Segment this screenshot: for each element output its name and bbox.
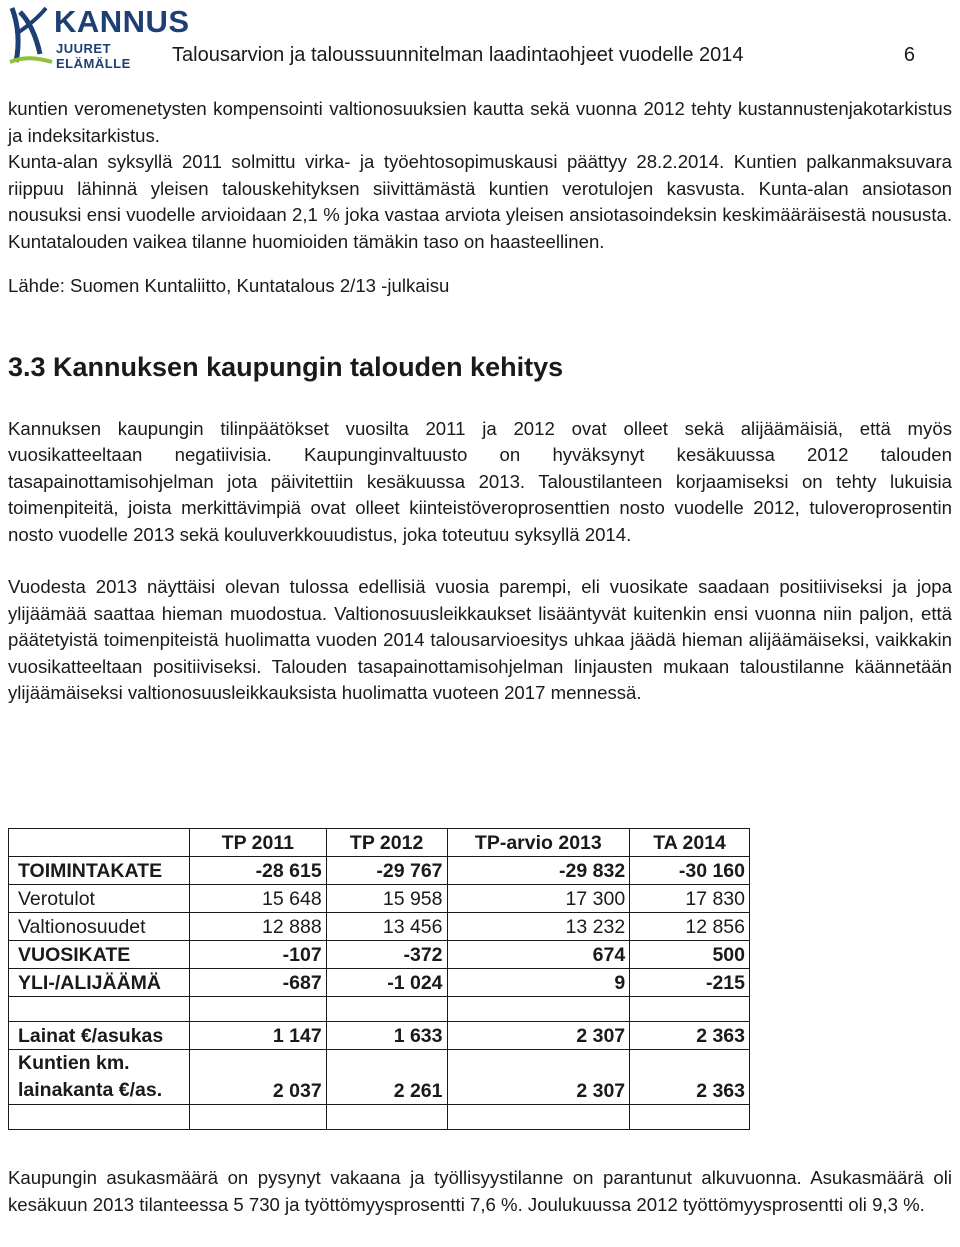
table-cell xyxy=(630,1105,750,1130)
row-label xyxy=(9,1050,190,1105)
table-cell: 13 232 xyxy=(447,913,630,941)
row-label: Lainat €/asukas xyxy=(9,1022,190,1050)
table-cell xyxy=(189,1050,326,1105)
table-cell: -29 832 xyxy=(447,857,630,885)
table-cell: 15 958 xyxy=(326,885,447,913)
paragraph: Kunta-alan syksyllä 2011 solmittu virka- ja työehtosopimuskausi päättyy 28.2.2014. Kuntien palkanmaksuvara riippuu lähinnä yleisen talouskehityksen siivittämästä kuntien verotulojen kasvusta. Kunta-alan ansiotason nousuksi ensi vuodelle arvioidaan 2,1 % joka vastaa arviota yleisen ansiotasoindeksin keskimääräisestä noususta. Kuntatalouden vaikea tilanne huomioiden tämäkin taso on haasteellinen. xyxy=(8,151,952,252)
table-spacer-row xyxy=(9,997,750,1022)
row-label: VUOSIKATE xyxy=(9,941,190,969)
main-content xyxy=(8,96,952,707)
table-cell: -1 024 xyxy=(326,969,447,997)
cell-value: 2 363 xyxy=(696,1080,745,1102)
paragraph: kuntien veromenetysten kompensointi valtionosuuksien kautta sekä vuonna 2012 tehty kustannustenjakotarkistus ja indeksitarkistus. xyxy=(8,98,952,146)
table-cell: 13 456 xyxy=(326,913,447,941)
paragraph: Vuodesta 2013 näyttäisi olevan tulossa edellisiä vuosia parempi, eli vuosikate saadaan positiiviseksi ja jopa ylijäämää saattaa hieman muodostua. Valtionosuusleikkaukset lisääntyvät kuitenkin ensi vuonna niin paljon, että päätetyistä toimenpiteistä huolimatta vuoden 2014 talousarvioesitys uhkaa jäädä hieman alijäämäiseksi, vaikkakin vuosikatteeltaan positiiviseksi. Talouden tasapainottamisohjelman linjausten mukaan taloustilanne käännetään ylijäämäiseksi valtionosuusleikkauksista huolimatta vuoteen 2017 mennessä. xyxy=(8,576,952,703)
table-row xyxy=(9,1022,750,1050)
table-cell xyxy=(326,1050,447,1105)
table-cell xyxy=(189,997,326,1022)
logo-name: KANNUS xyxy=(54,4,190,39)
table-cell xyxy=(9,997,190,1022)
paragraph: Kannuksen kaupungin tilinpäätökset vuosilta 2011 ja 2012 ovat olleet sekä alijäämäisiä, että myös vuosikatteeltaan negatiivisia. Kaupunginvaltuusto on hyväksynyt kesäkuussa 2012 talouden tasapainottamisohjelman jota päivitettiin kesäkuussa 2013. Taloustilanteen korjaamiseksi on tehty lukuisia toimenpiteitä, joista merkittävimpiä ovat olleet kiinteistöveroprosenttien nosto vuodelle 2012, tuloveroprosentin nosto vuodelle 2013 sekä kouluverkkouudistus, joka toteutuu syksyllä 2014. xyxy=(8,417,952,545)
table-cell xyxy=(9,1105,190,1130)
table-cell xyxy=(447,1105,630,1130)
table-cell: 12 888 xyxy=(189,913,326,941)
table-cell xyxy=(447,997,630,1022)
table-row xyxy=(9,913,750,941)
table-row xyxy=(9,941,750,969)
table-cell: -372 xyxy=(326,941,447,969)
table-cell: 674 xyxy=(447,941,630,969)
row-label: Valtionosuudet xyxy=(9,913,190,941)
table-cell xyxy=(189,1105,326,1130)
table-cell: 2 363 xyxy=(630,1022,750,1050)
table-header-cell: TP 2012 xyxy=(326,829,447,857)
logo-mark-icon xyxy=(6,4,54,66)
table-cell: -30 160 xyxy=(630,857,750,885)
table-cell: 12 856 xyxy=(630,913,750,941)
table-cell: 2 307 xyxy=(447,1022,630,1050)
table-cell: 500 xyxy=(630,941,750,969)
table-cell xyxy=(630,1050,750,1105)
row-label: TOIMINTAKATE xyxy=(9,857,190,885)
table-header-row xyxy=(9,829,750,857)
table-cell xyxy=(630,997,750,1022)
row-label-line: Kuntien km. xyxy=(18,1052,130,1074)
table-cell: -215 xyxy=(630,969,750,997)
table-cell: -28 615 xyxy=(189,857,326,885)
table-cell xyxy=(326,997,447,1022)
table-cell: 1 633 xyxy=(326,1022,447,1050)
paragraph: Kaupungin asukasmäärä on pysynyt vakaana ja työllisyystilanne on parantunut alkuvuonna. Asukasmäärä oli kesäkuun 2013 tilanteessa 5 730 ja työttömyysprosentti 7,6 %. Joulukuussa 2012 työttömyysprosentti oli 9,3 %. xyxy=(8,1167,952,1215)
section-heading: 3.3 Kannuksen kaupungin talouden kehitys xyxy=(8,351,564,382)
table-row xyxy=(9,1050,750,1105)
table-cell: -107 xyxy=(189,941,326,969)
logo-tagline: JUURET ELÄMÄLLE xyxy=(56,41,131,71)
table-cell: 17 830 xyxy=(630,885,750,913)
table-cell xyxy=(447,1050,630,1105)
table-header-cell xyxy=(9,829,190,857)
cell-value: 2 261 xyxy=(393,1080,443,1102)
table-row xyxy=(9,885,750,913)
row-label-line: lainakanta €/as. xyxy=(18,1079,163,1101)
table-cell: 15 648 xyxy=(189,885,326,913)
page-number: 6 xyxy=(903,44,915,66)
table-header-cell: TP 2011 xyxy=(189,829,326,857)
page-header xyxy=(0,0,960,90)
document-title: Talousarvion ja taloussuunnitelman laadintaohjeet vuodelle 2014 xyxy=(172,44,744,66)
source-note: Lähde: Suomen Kuntaliitto, Kuntatalous 2/13 -julkaisu xyxy=(8,275,450,296)
table-cell: 1 147 xyxy=(189,1022,326,1050)
table-header-cell: TA 2014 xyxy=(630,829,750,857)
table-cell: -687 xyxy=(189,969,326,997)
table-row xyxy=(9,969,750,997)
table-cell: 17 300 xyxy=(447,885,630,913)
kannus-logo xyxy=(6,4,190,71)
row-label: Verotulot xyxy=(9,885,190,913)
row-label: YLI-/ALIJÄÄMÄ xyxy=(9,969,190,997)
table-cell: -29 767 xyxy=(326,857,447,885)
cell-value: 2 307 xyxy=(576,1080,626,1102)
cell-value: 2 037 xyxy=(272,1080,322,1102)
finance-table xyxy=(8,828,750,1130)
table-spacer-row xyxy=(9,1105,750,1130)
table-cell xyxy=(326,1105,447,1130)
table-row xyxy=(9,857,750,885)
table-cell: 9 xyxy=(447,969,630,997)
table-header-cell: TP-arvio 2013 xyxy=(447,829,630,857)
